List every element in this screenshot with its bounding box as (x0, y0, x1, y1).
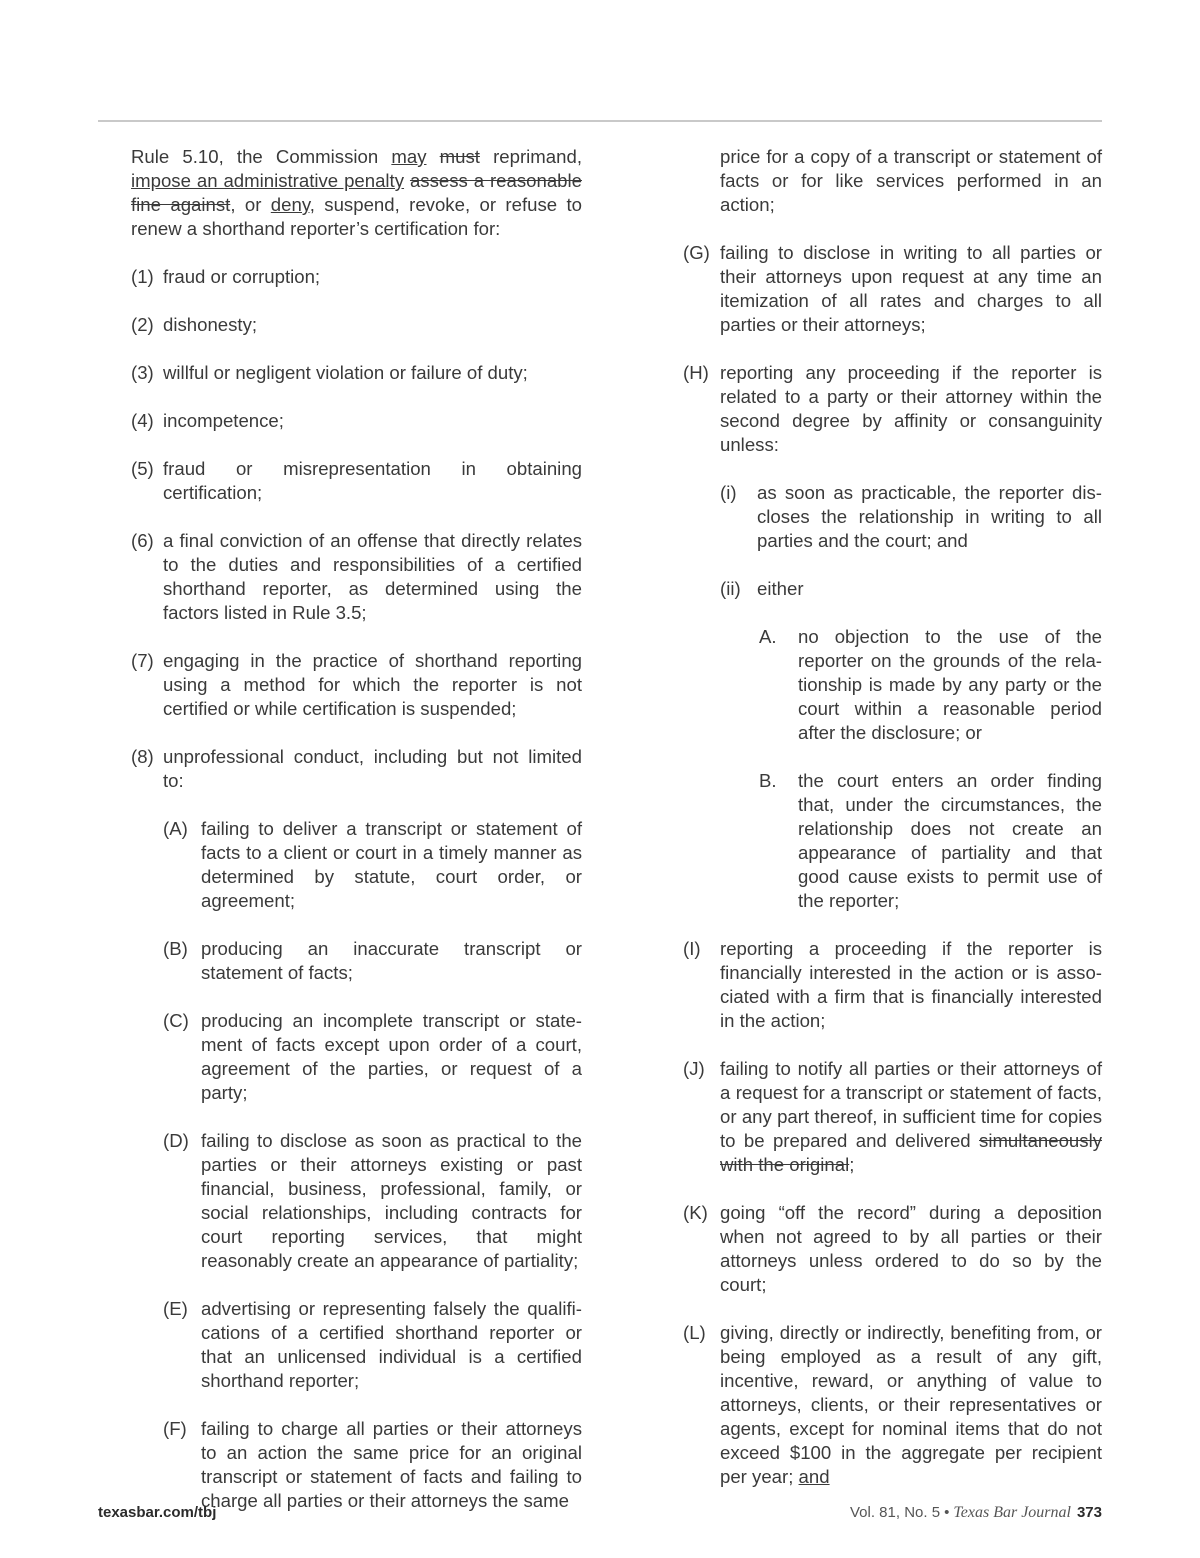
list-item: (7) engaging in the practice of shorthand reporting using a method for which the reporter is not certified or while certification is suspended; (131, 650, 582, 719)
right-column (683, 145, 1102, 1489)
deleted-text: must (439, 146, 480, 167)
inserted-text: deny, (270, 194, 315, 215)
footer-journal-title: Texas Bar Journal (953, 1504, 1071, 1521)
page-number: 373 (1076, 1504, 1102, 1521)
deleted-text: assess a reasonable fine against (131, 170, 582, 215)
list-item: (6) a final conviction of an offense that directly relates to the duties and responsibilities of a certified shorthand reporter, as determined using the factors listed in Rule 3.5; (131, 530, 582, 623)
footer-publication-info (850, 1503, 1102, 1523)
list-item-H-ii-A: A. no objection to the use of the reporter on the grounds of the relationship is made by any party or the court within a reasonable period after the disclosure; or (759, 626, 1102, 743)
list-item: (3) willful or negligent violation or failure of duty; (131, 362, 528, 383)
inserted-text: may (391, 146, 427, 167)
list-item-J: (J) failing to notify all parties or their attorneys of a request for a transcript or statement of facts, or any part thereof, in sufficient time for copies to be prepared and delivered simultaneously with the original; (683, 1058, 1102, 1175)
list-item: (2) dishonesty; (131, 314, 258, 335)
list-item-H-i: (i) as soon as practicable, the reporter discloses the relationship in writing to all parties and the court; and (720, 482, 1102, 551)
list-item: (1) fraud or corruption; (131, 266, 321, 287)
footer-website-link[interactable]: texasbar.com/tbj (98, 1504, 217, 1521)
list-item-H-ii: (ii) either (720, 578, 804, 599)
list-item-I: (I) reporting a proceeding if the reporter is financially interested in the action or is associated with a firm that is financially interested in the action; (683, 938, 1102, 1031)
sub-list-item: (E) advertising or representing falsely the qualifications of a certified shorthand reporter or that an unlicensed individual is a certified shorthand reporter; (163, 1298, 582, 1391)
header-rule (98, 120, 1102, 122)
sub-list-item: (C) producing an incomplete transcript or statement of facts except upon order of a court, agreement of the parties, or request of a party; (163, 1010, 582, 1103)
list-item: (4) incompetence; (131, 410, 284, 431)
inserted-text: and (798, 1466, 830, 1487)
inserted-text: impose an administrative penalty (131, 170, 405, 191)
footer-volume: Vol. 81, No. 5 (850, 1504, 941, 1521)
list-item-H-ii-B: B. the court enters an order finding that, under the circumstances, the relationship does not create an appearance of partiality and that good cause exists to permit use of the reporter; (759, 770, 1102, 911)
continuation-item: price for a copy of a transcript or statement of facts or for like services performed in an action; (720, 146, 1102, 215)
footer-bullet: • (944, 1504, 950, 1521)
list-item: (8) unprofessional conduct, including but not limited to: (131, 746, 582, 791)
sub-list-item: (A) failing to deliver a transcript or statement of facts to a client or court in a timely manner as determined by statute, court order, or agreement; (163, 818, 582, 911)
sub-list-item: (F) failing to charge all parties or their attorneys to an action the same price for an original transcript or statement of facts and failing to charge all parties or their attorneys the same (163, 1418, 582, 1511)
list-item-H: (H) reporting any proceeding if the reporter is related to a party or their attorney within the second degree by affinity or consanguinity unless: (683, 362, 1102, 455)
sub-list-item: (D) failing to disclose as soon as practical to the parties or their attorneys existing or past financial, business, professional, family, or social relationships, including contracts for court reporting services, that might reasonably create an appearance of partiality; (163, 1130, 582, 1271)
list-item-K: (K) going “off the record” during a deposition when not agreed to by all parties or their attorneys unless ordered to do so by the court; (683, 1202, 1102, 1295)
list-item: (5) fraud or misrepresentation in obtaining certification; (131, 458, 582, 503)
list-item-G: (G) failing to disclose in writing to all parties or their attorneys upon request at any time an itemization of all rates and charges to all parties or their attorneys; (683, 242, 1102, 335)
left-column (131, 145, 582, 1513)
list-item-L: (L) giving, directly or indirectly, benefiting from, or being employed as a result of any gift, incentive, reward, or anything of value to attorneys, clients, or their representatives or agents, except for nominal items that do not exceed $100 in the aggregate per recipient per year; and (683, 1322, 1102, 1487)
deleted-text: simultaneously with the original (720, 1130, 1102, 1175)
sub-list-item: (B) producing an inaccurate transcript or statement of facts; (163, 938, 582, 983)
intro-paragraph: Rule 5.10, the Commission may must reprimand, impose an administrative penalty assess a reasonable fine against, or deny, suspend, revoke, or refuse to renew a shorthand reporter’s certification for: (131, 146, 582, 239)
